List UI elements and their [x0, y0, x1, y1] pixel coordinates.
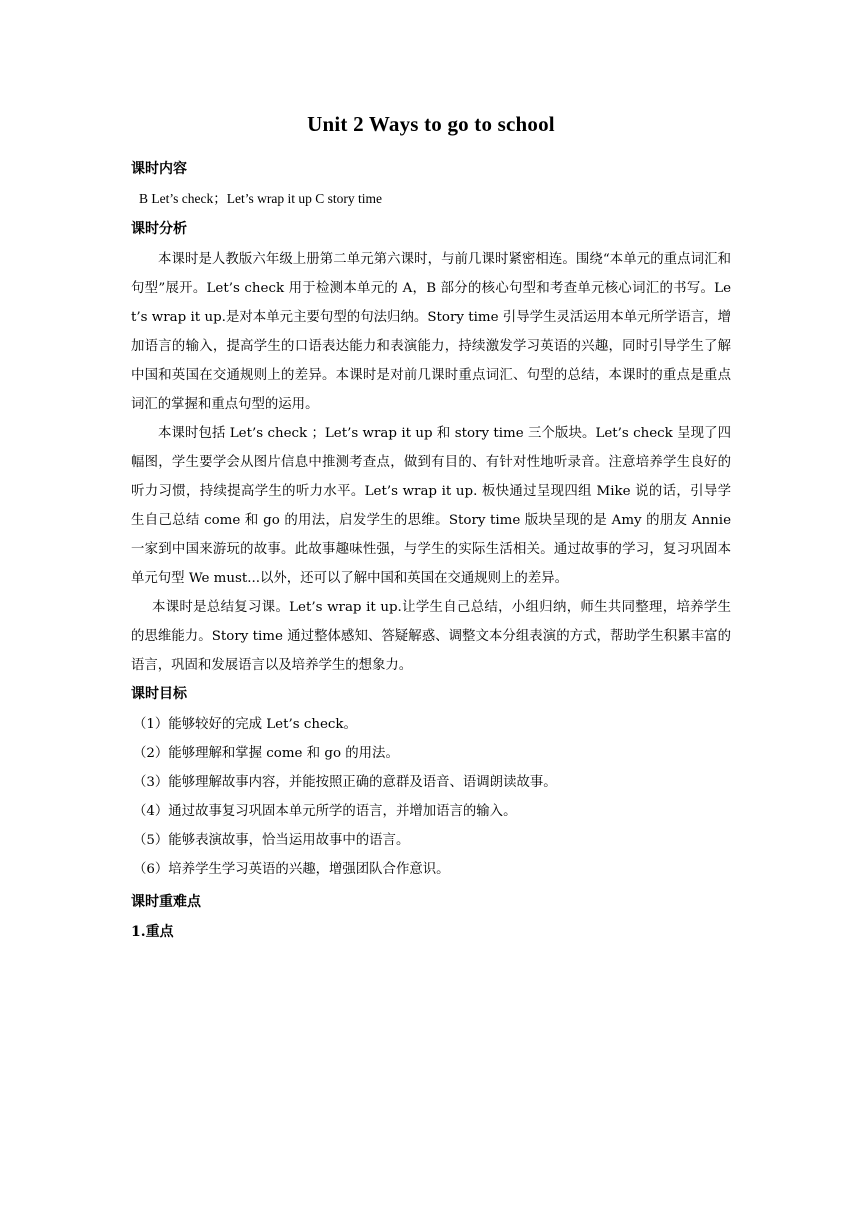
analysis-paragraph-3: 本课时是总结复习课。Let’s wrap it up.让学生自己总结，小组归纳，师生共同整理，培养学生的思维能力。Story time 通过整体感知、答疑解惑、调整文本分组表演的方式，帮助学生积累丰富的语言，巩固和发展语言以及培养学生的想象力。: [131, 600, 731, 673]
lesson-content-line: B Let’s check；Let’s wrap it up C story time: [139, 191, 382, 206]
goal-item: （5）能够表演故事，恰当运用故事中的语言。: [133, 833, 410, 848]
goal-item: （3）能够理解故事内容，并能按照正确的意群及语音、语调朗读故事。: [133, 775, 557, 790]
analysis-paragraph-1: 本课时是人教版六年级上册第二单元第六课时，与前几课时紧密相连。围绕“本单元的重点词汇和句型”展开。Let’s check 用于检测本单元的 A，B 部分的核心句型和考查单元核心词汇的书写。Let’s wrap it up.是对本单元主要句型的句法归纳。Story time 引导学生灵活运用本单元所学语言，增加语言的输入，提高学生的口语表达能力和表演能力，持续激发学习英语的兴趣，同时引导学生了解中国和英国在交通规则上的差异。本课时是对前几课时重点词汇、句型的总结，本课时的重点是重点词汇的掌握和重点句型的运用。: [131, 252, 731, 412]
goal-item: （4）通过故事复习巩固本单元所学的语言，并增加语言的输入。: [133, 804, 517, 819]
heading-lesson-analysis: 课时分析: [131, 221, 187, 237]
document-title: Unit 2 Ways to go to school: [307, 112, 555, 136]
heading-lesson-content: 课时内容: [131, 161, 187, 177]
goal-item: （1）能够较好的完成 Let’s check。: [133, 717, 357, 732]
subheading-focus: 1.重点: [131, 924, 174, 940]
document-body: [131, 112, 731, 948]
goal-item: （2）能够理解和掌握 come 和 go 的用法。: [133, 746, 399, 761]
analysis-paragraph-2: 本课时包括 Let’s check ；Let’s wrap it up 和 story time 三个版块。Let’s check 呈现了四幅图，学生要学会从图片信息中推测考查点，做到有目的、有针对性地听录音。注意培养学生良好的听力习惯，持续提高学生的听力水平。Let’s wrap it up. 板快通过呈现四组 Mike 说的话，引导学生自己总结 come 和 go 的用法，启发学生的思维。Story time 版块呈现的是 Amy 的朋友 Annie 一家到中国来游玩的故事。此故事趣味性强，与学生的实际生活相关。通过故事的学习，复习巩固本单元句型 We must...以外，还可以了解中国和英国在交通规则上的差异。: [131, 426, 731, 586]
heading-key-points: 课时重难点: [131, 894, 201, 910]
goal-item: （6）培养学生学习英语的兴趣，增强团队合作意识。: [133, 862, 450, 877]
heading-lesson-goals: 课时目标: [131, 686, 187, 702]
goals-list: [131, 710, 731, 884]
